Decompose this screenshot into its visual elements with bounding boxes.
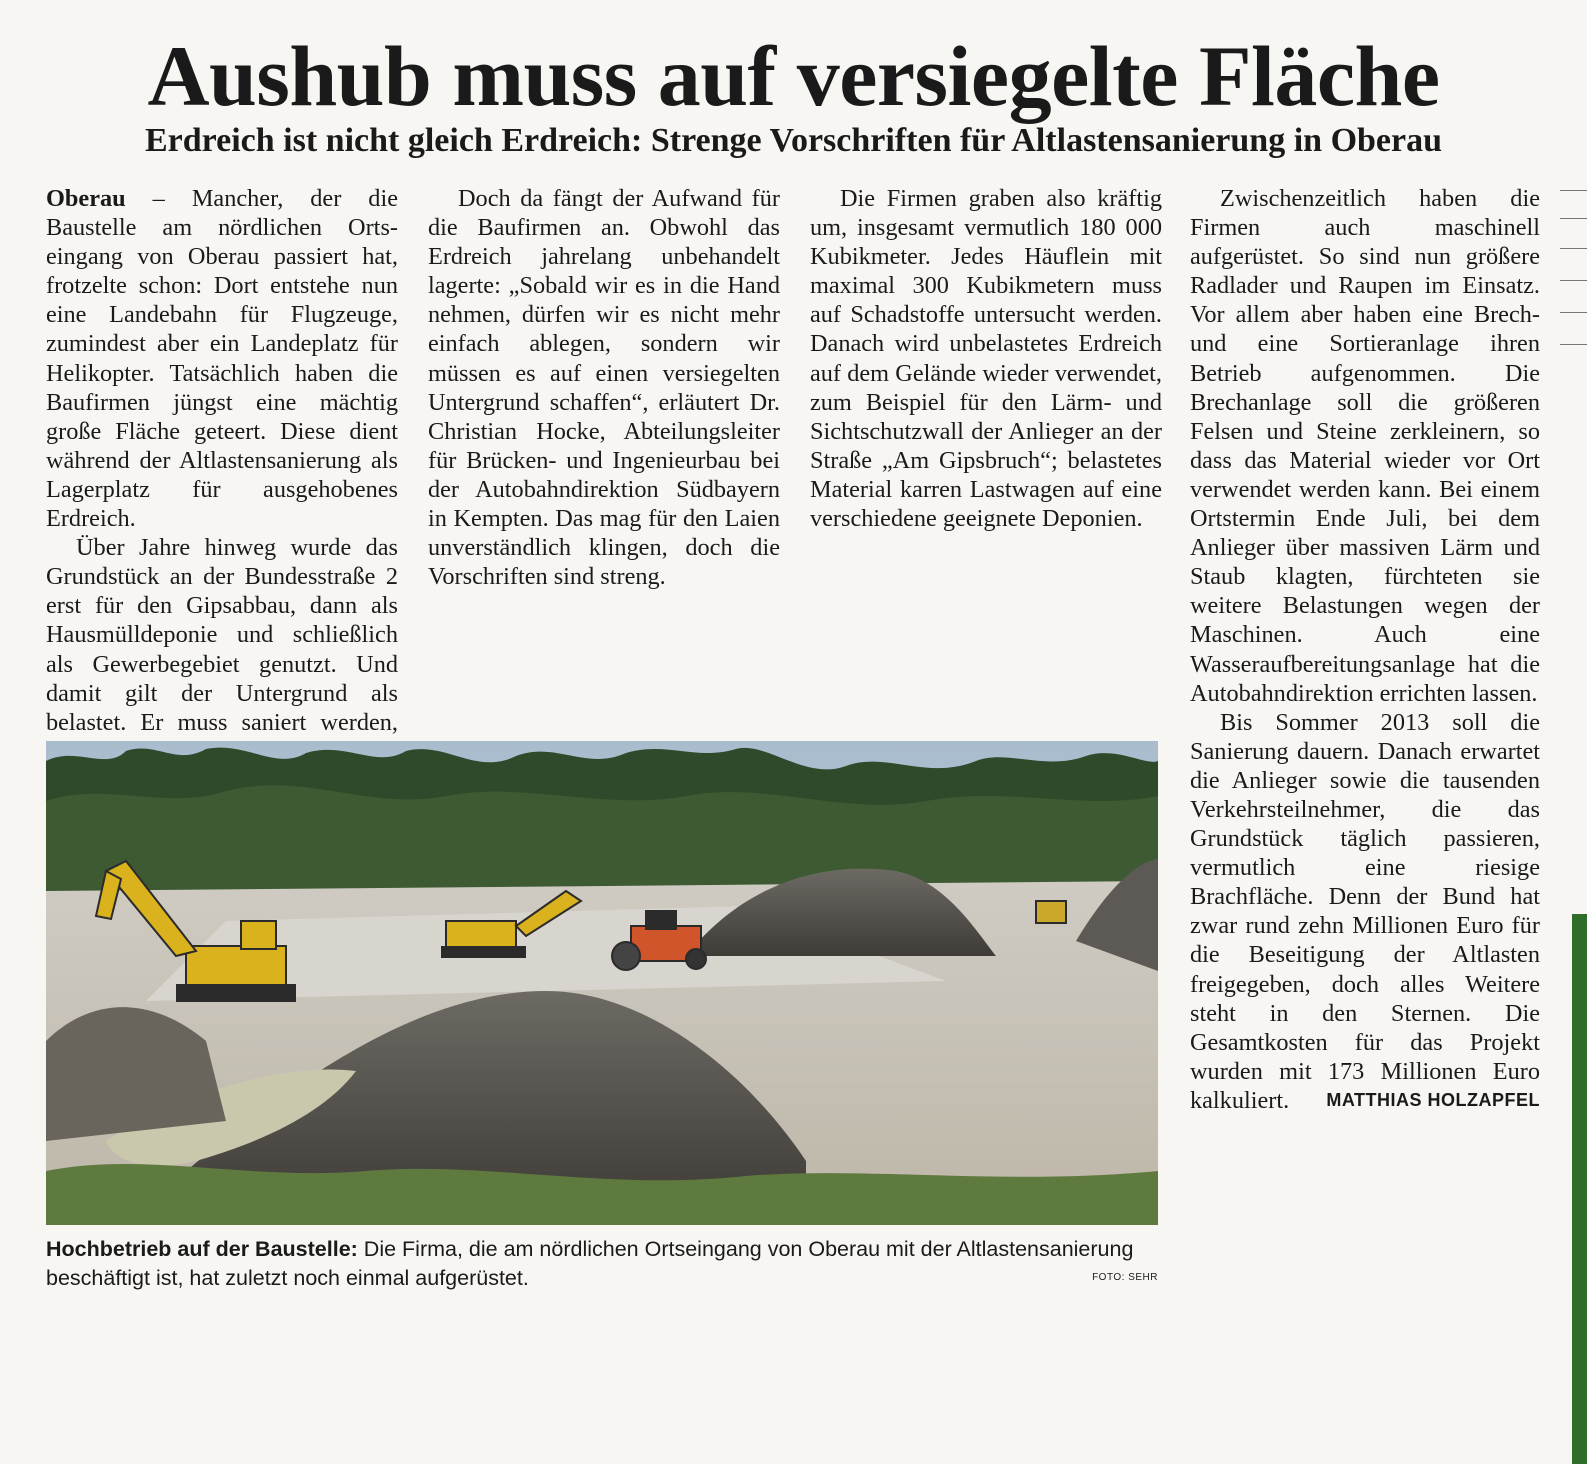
- paragraph-3: Doch da fängt der Aufwand für die Baufirmen an. Obwohl das Erdreich jahrelang unbehandelt lagerte: „Sobald wir es in die Hand nehmen, dürfen wir es nicht mehr einfach ablegen, sondern wir müssen es auf einen versiegelten Untergrund schaffen“, erläutert Dr. Christian Hocke, Abteilungsleiter für Brücken- und Ingenieurbau bei der Autobahndirektion Südbayern in Kempten. Das mag für den Laien unverständlich klingen, doch die Vorschriften sind streng.: [428, 185, 780, 591]
- edge-rule: [1560, 312, 1587, 313]
- edge-rule: [1560, 280, 1587, 281]
- caption-text: Die Firma, die am nördlichen Ortseingang von Oberau mit der Altlastensanierung beschäftigt ist, hat zuletzt noch einmal aufgerüstet.: [46, 1237, 1134, 1290]
- photo-caption: [46, 1235, 1158, 1293]
- caption-lead: Hochbetrieb auf der Baustelle:: [46, 1237, 358, 1261]
- paragraph-5: Zwischenzeitlich haben die Firmen auch maschinell aufgerüstet. So sind nun größere Radlader und Raupen im Einsatz. Vor allem aber haben eine Brech- und eine Sortieranlage ihren Betrieb aufgenommen. Die Brechanlage soll die größeren Felsen und Steine zerkleinern, so dass das Material wieder vor Ort verwendet werden kann. Bei einem Ortstermin Ende Juli, bei dem Anlieger über massiven Lärm und Staub klagten, fürchteten sie weitere Belastungen wegen der Maschinen. Auch eine Wasseraufbereitungsanlage hat die Autobahndirektion errichten lassen.: [1190, 185, 1540, 707]
- paragraph-6: [1190, 708, 1540, 1115]
- article-column-3: [810, 184, 1162, 533]
- headline: Aushub muss auf versiegelte Fläche: [147, 28, 1440, 124]
- author-byline: MATTHIAS HOLZAPFEL: [1326, 1089, 1540, 1110]
- paragraph-2: Über Jahre hinweg wurde das Grundstück an der Bundesstraße 2 erst für den Gipsabbau, dann als Hausmülldeponie und schließlich als Gewerbegebiet genutzt. Und damit gilt der Untergrund als belastet. Er muss saniert werden,: [46, 534, 398, 736]
- construction-site-photo: [46, 741, 1158, 1225]
- page-edge-clipping: [1552, 184, 1587, 1331]
- edge-rule: [1560, 218, 1587, 219]
- edge-rule: [1560, 344, 1587, 345]
- paragraph-4: Die Firmen graben also kräftig um, insgesamt vermutlich 180 000 Kubikmeter. Jedes Häuflein mit maximal 300 Kubikmetern muss auf Schadstoffe untersucht werden. Danach wird unbelastetes Erdreich auf dem Gelände wieder verwendet, zum Beispiel für den Lärm- und Sichtschutzwall der Anlieger an der Straße „Am Gipsbruch“; belastetes Material karren Lastwagen auf eine verschiedene geeignete Deponien.: [810, 185, 1162, 533]
- edge-green-bar: [1572, 914, 1587, 1464]
- paragraph-6-text: Bis Sommer 2013 soll die Sanierung dauern. Danach erwartet die Anlieger sowie die tausenden Verkehrsteilnehmer, die das Grundstück täglich passieren, vermutlich eine riesige Brachfläche. Denn der Bund hat zwar rund zehn Millionen Euro für die Beseitigung der Altlasten freigegeben, doch alles Weitere steht in den Sternen. Die Gesamtkosten für das Projekt wurden mit 173 Millionen Euro kalkuliert.: [1190, 708, 1540, 1114]
- paragraph-1-text: – Mancher, der die Baustelle am nördlichen Ortseingang von Oberau passiert hat, frotzelte schon: Dort entstehe nun eine Landebahn für Flugzeuge, zumindest aber ein Landeplatz für Helikopter. Tatsächlich haben die Baufirmen jüngst eine mächtig große Fläche geteert. Diese dient während der Altlastensanierung als Lagerplatz für ausgehobenes Erdreich.: [46, 185, 398, 533]
- subheadline: Erdreich ist nicht gleich Erdreich: Strenge Vorschriften für Altlastensanierung in Oberau: [144, 122, 1443, 159]
- edge-rule: [1560, 190, 1587, 191]
- paragraph-1: [46, 184, 398, 533]
- article-column-4: [1190, 184, 1540, 1115]
- article-column-2: [428, 184, 780, 591]
- edge-rule: [1560, 248, 1587, 249]
- photo-credit: FOTO: SEHR: [1092, 1272, 1158, 1283]
- dateline: Oberau: [46, 185, 126, 212]
